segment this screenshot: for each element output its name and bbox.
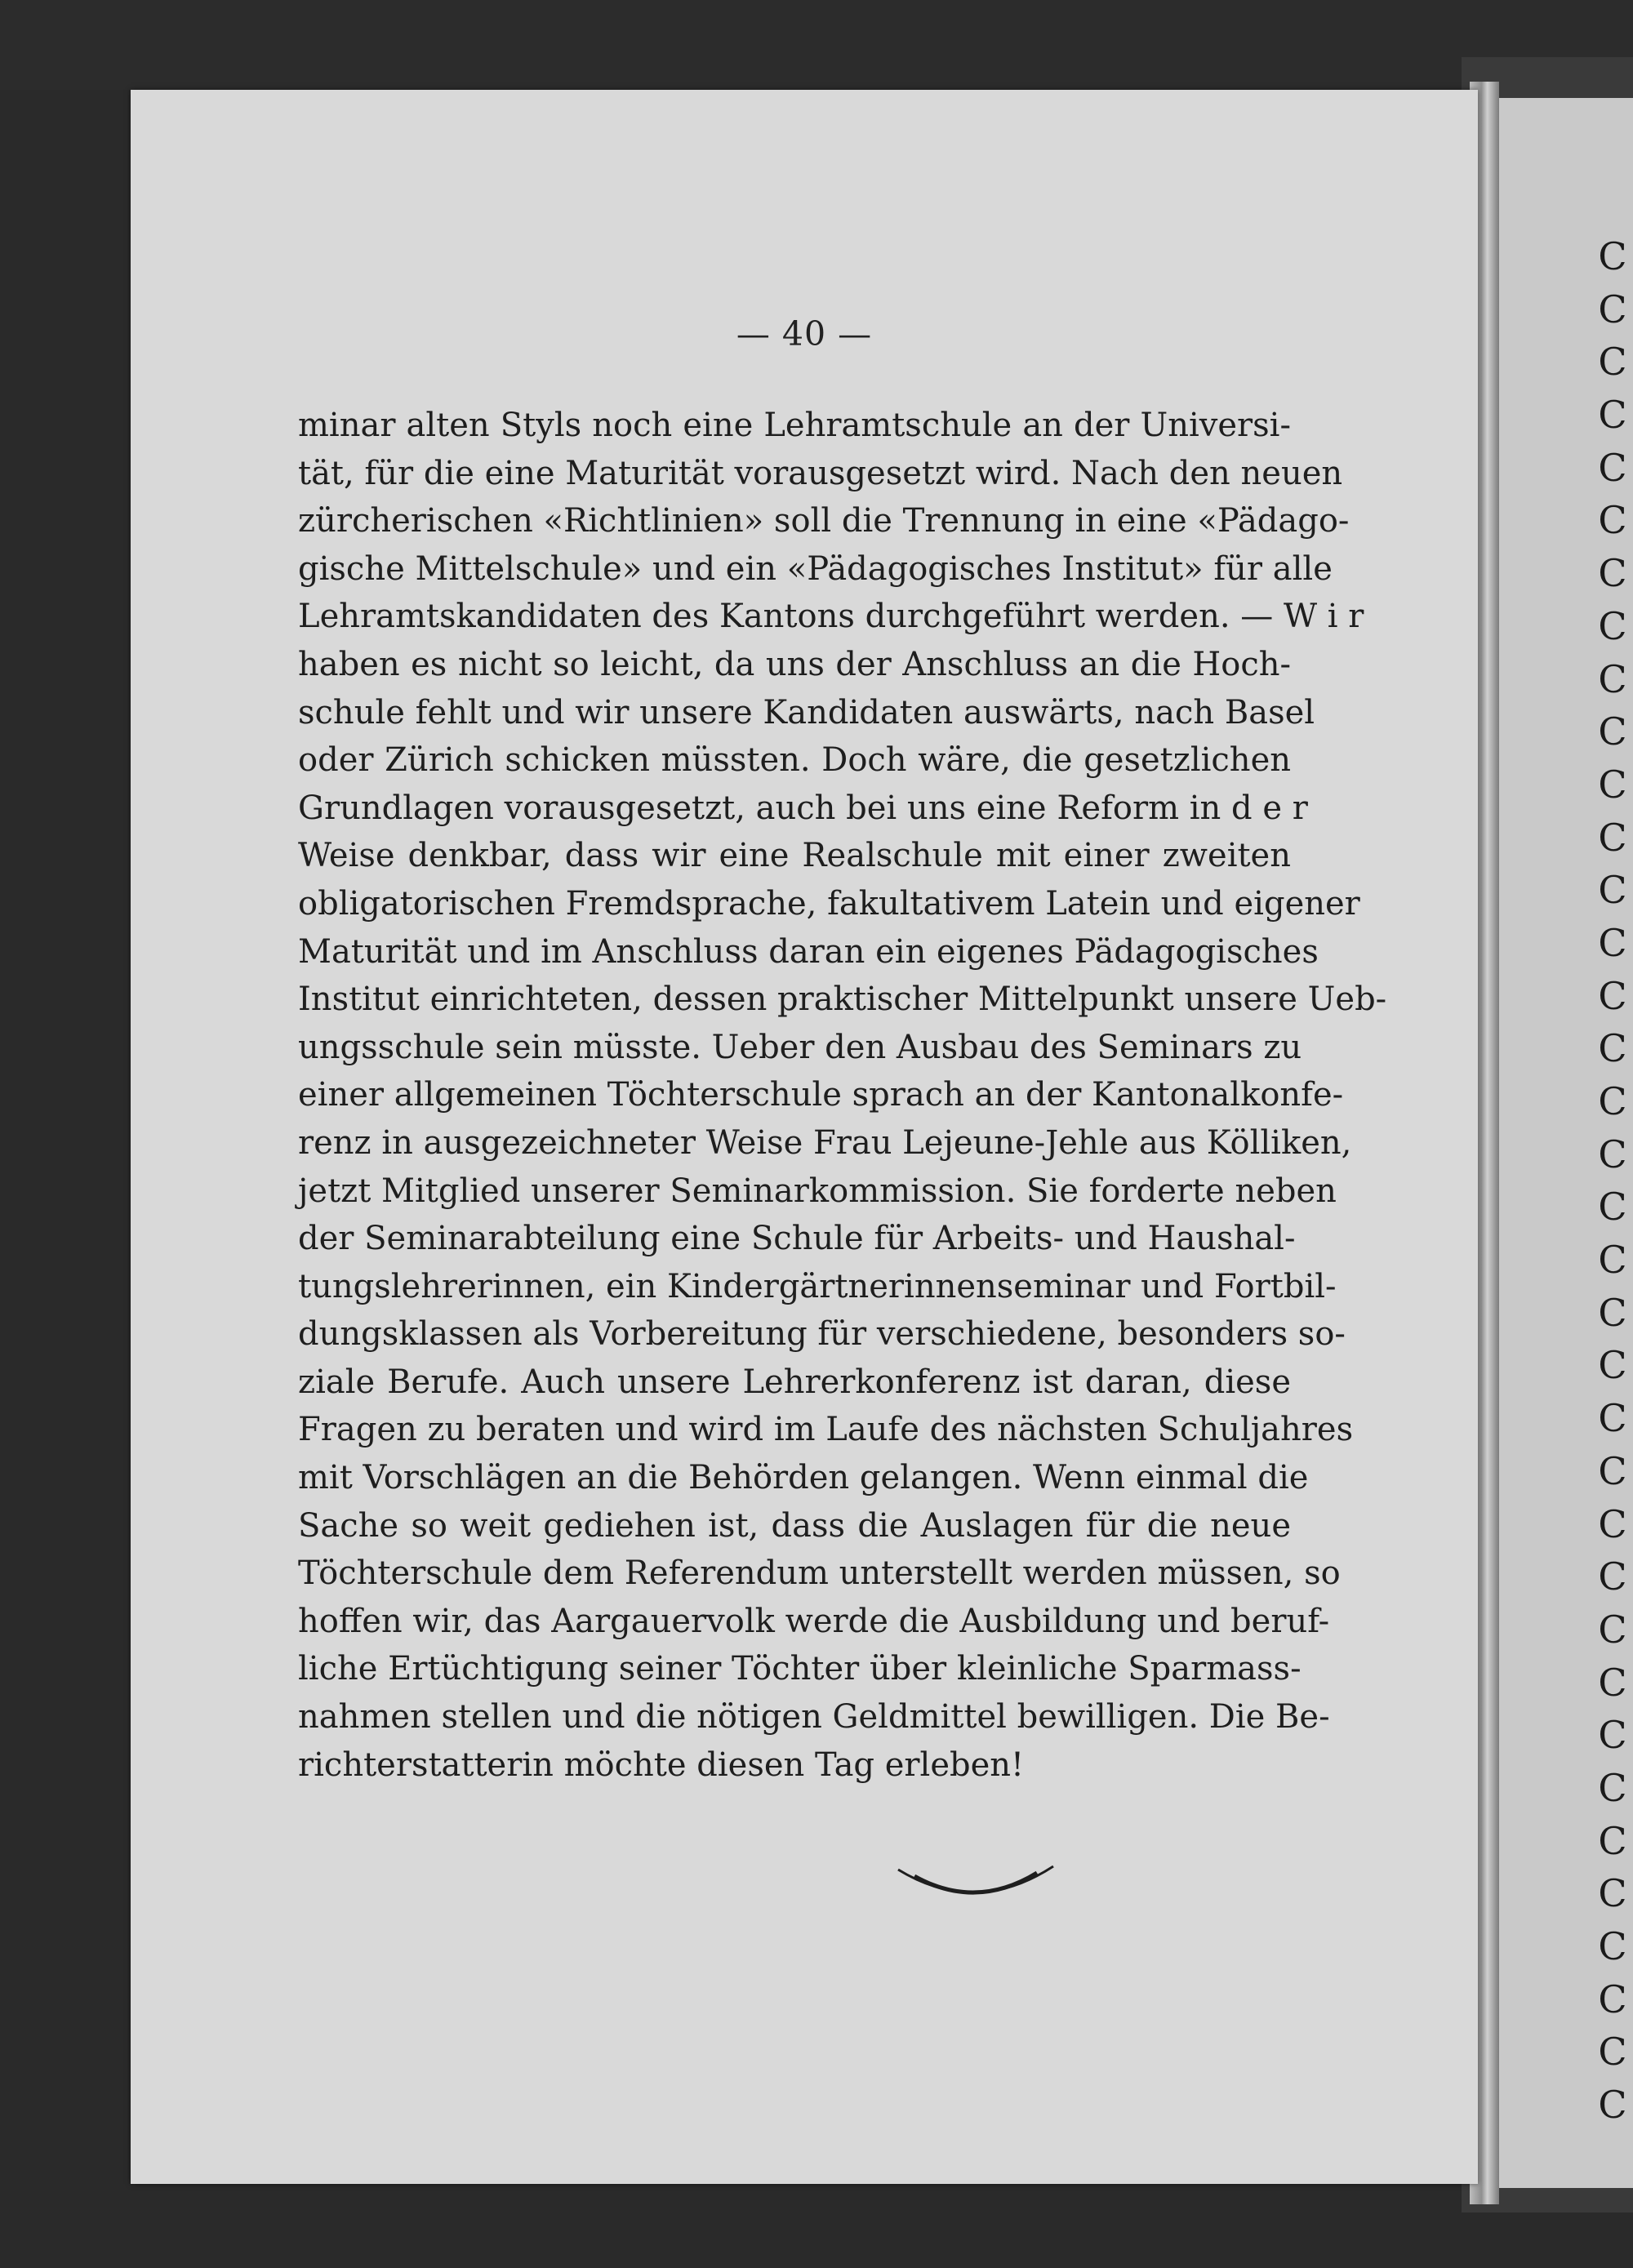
border-scroll-icon: C — [1598, 1765, 1627, 1810]
text-line: ungsschule sein müsste. Ueber den Ausbau des Seminars zu — [298, 1028, 1302, 1066]
border-scroll-icon: C — [1598, 234, 1627, 278]
border-scroll-icon: C — [1598, 920, 1627, 965]
border-scroll-icon: C — [1598, 2083, 1627, 2128]
border-scroll-icon: C — [1598, 815, 1627, 860]
border-scroll-icon: C — [1598, 1924, 1627, 1968]
text-line: nahmen stellen und die nötigen Geldmittel bewilligen. Die Be- — [298, 1698, 1330, 1737]
text-line: obligatorischen Fremdsprache, fakultativem Latein und eigener — [298, 884, 1360, 923]
text-line: renz in ausgezeichneter Weise Frau Lejeune-Jehle aus Kölliken, — [298, 1123, 1352, 1162]
border-scroll-icon: C — [1598, 1977, 1627, 2021]
border-scroll-icon: C — [1598, 709, 1627, 754]
text-line: tät, für die eine Maturität vorausgesetzt wird. Nach den neuen — [298, 454, 1343, 492]
text-line: ziale Berufe. Auch unsere Lehrerkonferenz ist daran, diese — [298, 1363, 1291, 1401]
text-line: zürcherischen «Richtlinien» soll die Trennung in eine «Pädago- — [298, 502, 1350, 540]
end-ornament-icon — [894, 1860, 1057, 1909]
text-line: tungslehrerinnen, ein Kindergärtnerinnenseminar und Fortbil- — [298, 1267, 1337, 1305]
border-scroll-icon: C — [1598, 1660, 1627, 1705]
border-scroll-icon: C — [1598, 1290, 1627, 1335]
border-scroll-icon: C — [1598, 1713, 1627, 1758]
text-line: Lehramtskandidaten des Kantons durchgeführt werden. — W i r — [298, 598, 1364, 636]
border-scroll-icon: C — [1598, 1818, 1627, 1863]
border-scroll-icon: C — [1598, 445, 1627, 490]
border-scroll-icon: C — [1598, 1185, 1627, 1230]
text-line: Maturität und im Anschluss daran ein eigenes Pädagogisches — [298, 932, 1319, 971]
border-scroll-icon: C — [1598, 1501, 1627, 1546]
border-scroll-icon: C — [1598, 2030, 1627, 2075]
border-scroll-icon: C — [1598, 393, 1627, 438]
border-scroll-icon: C — [1598, 1396, 1627, 1441]
border-scroll-icon: C — [1598, 1132, 1627, 1176]
text-line: mit Vorschlägen an die Behörden gelangen. Wenn einmal die — [298, 1459, 1309, 1497]
border-scroll-icon: C — [1598, 1554, 1627, 1599]
border-scroll-icon: C — [1598, 656, 1627, 701]
border-scroll-icon: C — [1598, 287, 1627, 331]
border-scroll-icon: C — [1598, 1026, 1627, 1071]
border-scroll-icon: C — [1598, 1871, 1627, 1916]
body-text — [298, 402, 1387, 1789]
border-scroll-icon: C — [1598, 498, 1627, 543]
border-scroll-icon: C — [1598, 868, 1627, 913]
text-line: jetzt Mitglied unserer Seminarkommission. Sie forderte neben — [298, 1172, 1337, 1210]
text-line: Weise denkbar, dass wir eine Realschule mit einer zweiten — [298, 837, 1291, 875]
text-line: richterstatterin möchte diesen Tag erleben! — [298, 1745, 1025, 1784]
border-scroll-icon: C — [1598, 603, 1627, 648]
text-line: Sache so weit gediehen ist, dass die Auslagen für die neue — [298, 1506, 1291, 1545]
scanner-background — [0, 0, 1633, 90]
border-scroll-icon: C — [1598, 1238, 1627, 1283]
border-scroll-icon: C — [1598, 1343, 1627, 1388]
page-number: — 40 — — [736, 314, 873, 354]
border-scroll-icon: C — [1598, 762, 1627, 807]
text-line: hoffen wir, das Aargauervolk werde die Ausbildung und beruf- — [298, 1602, 1330, 1640]
text-line: einer allgemeinen Töchterschule sprach an der Kantonalkonfe- — [298, 1076, 1344, 1114]
border-ornament — [1596, 230, 1629, 2132]
border-scroll-icon: C — [1598, 1448, 1627, 1493]
border-scroll-icon: C — [1598, 1079, 1627, 1123]
border-scroll-icon: C — [1598, 340, 1627, 385]
text-line: Fragen zu beraten und wird im Laufe des nächsten Schuljahres — [298, 1411, 1354, 1449]
text-line: Institut einrichteten, dessen praktischer Mittelpunkt unsere Ueb- — [298, 981, 1387, 1019]
text-line: der Seminarabteilung eine Schule für Arbeits- und Haushal- — [298, 1220, 1296, 1258]
text-line: oder Zürich schicken müssten. Doch wäre, die gesetzlichen — [298, 741, 1291, 780]
text-line: Töchterschule dem Referendum unterstellt werden müssen, so — [298, 1554, 1341, 1593]
text-line: minar alten Styls noch eine Lehramtschule an der Universi- — [298, 407, 1291, 444]
border-scroll-icon: C — [1598, 1607, 1627, 1652]
text-line: Grundlagen vorausgesetzt, auch bei uns eine Reform in d e r — [298, 789, 1308, 827]
book-page — [131, 90, 1478, 2184]
text-line: liche Ertüchtigung seiner Töchter über kleinliche Sparmass- — [298, 1650, 1302, 1688]
border-scroll-icon: C — [1598, 973, 1627, 1018]
text-line: haben es nicht so leicht, da uns der Anschluss an die Hoch- — [298, 645, 1291, 683]
border-scroll-icon: C — [1598, 551, 1627, 596]
text-line: schule fehlt und wir unsere Kandidaten auswärts, nach Basel — [298, 693, 1315, 732]
text-line: gische Mittelschule» und ein «Pädagogisches Institut» für alle — [298, 549, 1333, 588]
text-line: dungsklassen als Vorbereitung für verschiedene, besonders so- — [298, 1315, 1346, 1354]
